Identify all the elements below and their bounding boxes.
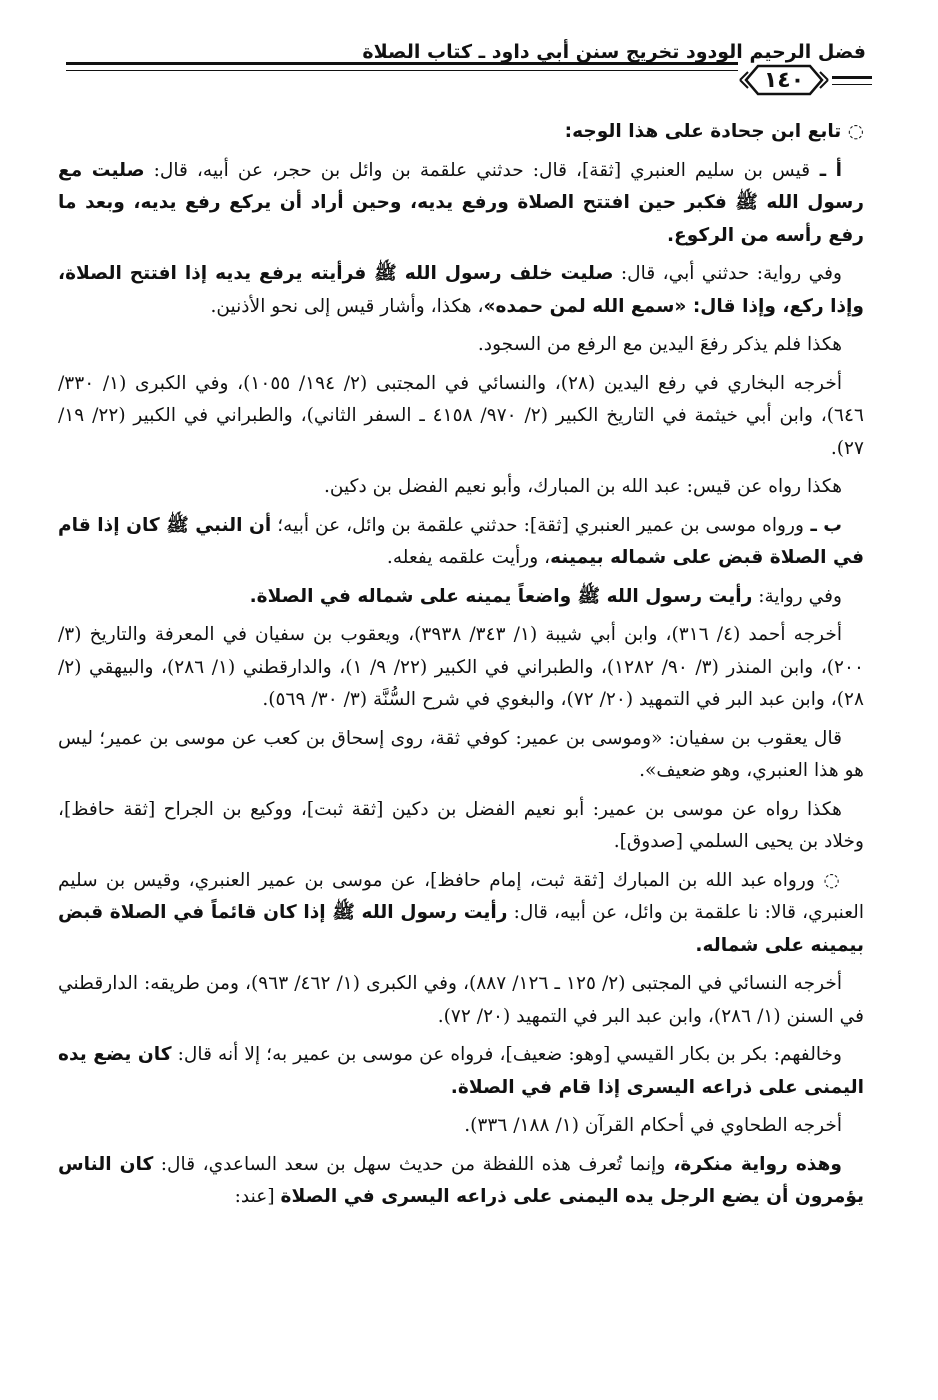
text-run: أخرجه الطحاوي في أحكام القرآن (١/ ١٨٨/ ٣٣٦).: [464, 1115, 842, 1136]
text-run: قال يعقوب بن سفيان: «وموسى بن عمير: كوفي ثقة، روى إسحاق بن كعب عن موسى بن عمير؛ ليس هو هذا العنبري، وهو ضعيف».: [58, 727, 864, 781]
bold-text-run: أن النبي ﷺ كان إذا قام في الصلاة قبض على شماله بيمينه: [58, 514, 864, 568]
text-run: وإنما تُعرف هذه اللفظة من حديث سهل بن سعد الساعدي، قال:: [153, 1153, 666, 1175]
bold-text-run: أ ـ: [810, 159, 842, 181]
paragraph: [58, 968, 864, 1033]
text-run: ، هكذا، وأشار قيس إلى نحو الأذنين.: [210, 295, 484, 317]
paragraph: [58, 1039, 864, 1104]
bold-text-run: ب ـ: [803, 514, 842, 536]
page-number: ١٤٠: [763, 67, 805, 93]
bold-text-run: صليت خلف رسول الله ﷺ فرأيته يرفع يديه إذا افتتح الصلاة، وإذا ركع، وإذا قال: «سمع الله لمن حمده»: [58, 263, 864, 317]
paragraph: [58, 510, 864, 575]
bold-text-run: ◌: [814, 869, 842, 891]
header-rule-right-thin: [832, 84, 872, 85]
bold-text-run: وهذه رواية منكرة،: [665, 1153, 842, 1175]
header-rule-top-thin: [66, 70, 738, 71]
page-number-badge: [738, 62, 830, 98]
text-run: وخالفهم: بكر بن بكار القيسي [وهو: ضعيف]، فرواه عن موسى بن عمير به؛ إلا أنه قال:: [171, 1044, 842, 1065]
body-text: [58, 116, 864, 1220]
text-run: ورواه عبد الله بن المبارك [ثقة ثبت، إمام حافظ]، عن موسى بن عمير العنبري، وقيس بن سليم العنبري، قالا: نا علقمة بن وائل، عن أبيه، قال:: [58, 869, 864, 923]
text-run: ، ورأيت علقمه يفعله.: [386, 547, 551, 568]
running-header-title: فضل الرحيم الودود تخريج سنن أبي داود ـ كتاب الصلاة: [362, 41, 866, 63]
text-run: وفي رواية: حدثني أبي، قال:: [613, 263, 843, 284]
paragraph: [58, 619, 864, 717]
paragraph: [58, 368, 864, 466]
text-run: هكذا رواه عن قيس: عبد الله بن المبارك، وأبو نعيم الفضل بن دكين.: [323, 476, 842, 497]
paragraph: [58, 865, 864, 963]
bold-text-run: صليت مع رسول الله ﷺ فكبر حين افتتح الصلاة ورفع يديه، وحين أراد أن يركع رفع يديه، وبعد ما رفع رأسه من الركوع.: [58, 159, 864, 246]
text-run: وفي رواية:: [752, 585, 842, 607]
header-rule-right: [832, 76, 872, 79]
text-run: هكذا فلم يذكر رفعَ اليدين مع الرفع من السجود.: [477, 334, 842, 355]
bold-text-run: رأيت رسول الله ﷺ إذا كان قائماً في الصلاة قبض بيمينه على شماله.: [58, 902, 864, 956]
header-rule-top: [66, 62, 738, 65]
bold-text-run: كان الناس يؤمرون أن يضع الرجل يده اليمنى على ذراعه اليسرى في الصلاة: [58, 1153, 864, 1207]
paragraph: [58, 116, 864, 149]
paragraph: [58, 794, 864, 859]
paragraph: [58, 329, 864, 362]
text-run: هكذا رواه عن موسى بن عمير: أبو نعيم الفضل بن دكين [ثقة ثبت]، ووكيع بن الجراح [ثقة حافظ]، وخلاد بن يحيى السلمي [صدوق].: [58, 798, 864, 852]
paragraph: [58, 581, 864, 614]
bold-text-run: ◌ تابع ابن جحادة على هذا الوجه:: [564, 121, 864, 142]
paragraph: [58, 1110, 864, 1143]
text-run: قيس بن سليم العنبري [ثقة]، قال: حدثني علقمة بن وائل بن حجر، عن أبيه، قال:: [144, 159, 811, 181]
text-run: أخرجه أحمد (٤/ ٣١٦)، وابن أبي شيبة (١/ ٣٤٣/ ٣٩٣٨)، ويعقوب بن سفيان في المعرفة والتاريخ (٣/ ٢٠٠)، وابن المنذر (٣/ ٩٠/ ١٢٨٢)، والطبراني في الكبير (٢٢/ ٩/ ١)، والدارقطني (١/ ٢٨٦)، والبيهقي (٢/ ٢٨)، وابن عبد البر في التمهيد (٢٠/ ٧٢)، والبغوي في شرح السُّنَّة (٣/ ٣٠/ ٥٦٩).: [58, 624, 864, 710]
bold-text-run: كان يضع يده اليمنى على ذراعه اليسرى إذا قام في الصلاة.: [58, 1044, 864, 1098]
paragraph: [58, 258, 864, 323]
paragraph: [58, 723, 864, 788]
text-run: ورواه موسى بن عمير العنبري [ثقة]: حدثني علقمة بن وائل، عن أبيه؛: [271, 514, 804, 536]
bold-text-run: رأيت رسول الله ﷺ واضعاً يمينه على شماله في الصلاة.: [249, 585, 753, 607]
paragraph: [58, 471, 864, 504]
paragraph: [58, 1149, 864, 1214]
text-run: أخرجه النسائي في المجتبى (٢/ ١٢٥ ـ ١٢٦/ ٨٨٧)، وفي الكبرى (١/ ٤٦٢/ ٩٦٣)، ومن طريقه: الدارقطني في السنن (١/ ٢٨٦)، وابن عبد البر في التمهيد (٢٠/ ٧٢).: [58, 973, 864, 1027]
paragraph: [58, 155, 864, 253]
text-run: [عند:: [234, 1186, 281, 1207]
text-run: أخرجه البخاري في رفع اليدين (٢٨)، والنسائي في المجتبى (٢/ ١٩٤/ ١٠٥٥)، وفي الكبرى (١/ ٣٣٠/ ٦٤٦)، وابن أبي خيثمة في التاريخ الكبير (٢/ ٩٧٠/ ٤١٥٨ ـ السفر الثاني)، والطبراني في الكبير (٢٢/ ١٩/ ٢٧).: [58, 372, 864, 459]
